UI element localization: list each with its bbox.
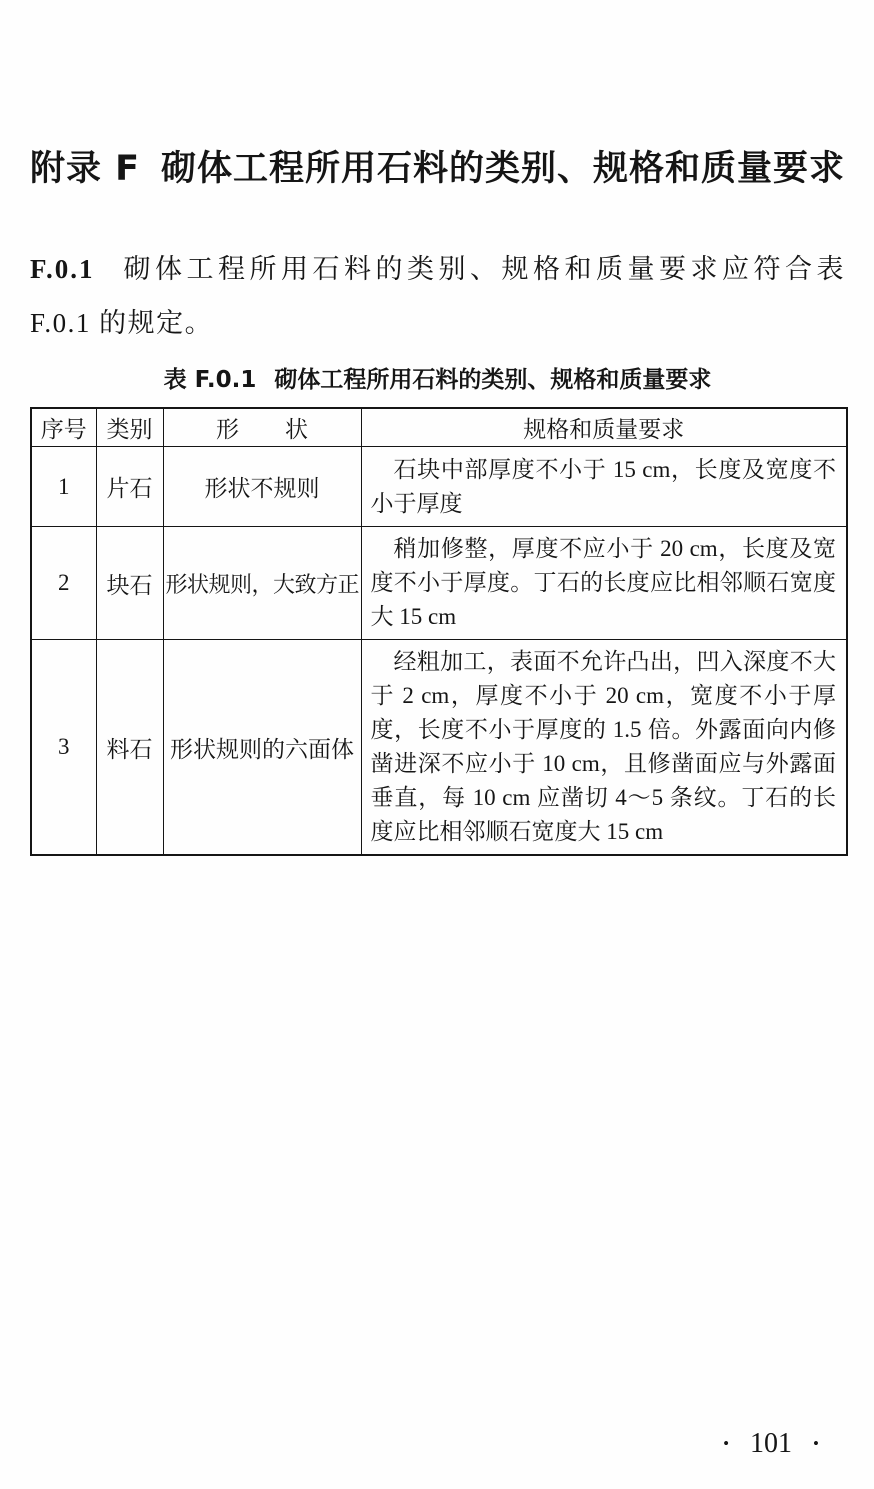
cell-serial: 1 xyxy=(31,447,96,527)
clause-paragraph xyxy=(30,242,845,350)
table-caption xyxy=(30,364,845,396)
cell-spec: 稍加修整，厚度不应小于 20 cm，长度及宽度不小于厚度。丁石的长度应比相邻顺石宽度大 15 cm xyxy=(361,527,847,640)
header-category: 类别 xyxy=(96,408,163,447)
cell-serial: 3 xyxy=(31,640,96,856)
cell-shape: 形状规则的六面体 xyxy=(163,640,361,856)
cell-spec: 石块中部厚度不小于 15 cm，长度及宽度不小于厚度 xyxy=(361,447,847,527)
header-spec: 规格和质量要求 xyxy=(361,408,847,447)
page-content xyxy=(0,146,874,856)
clause-number: F.0.1 xyxy=(30,254,95,284)
header-serial: 序号 xyxy=(31,408,96,447)
table-caption-text: 砌体工程所用石料的类别、规格和质量要求 xyxy=(274,367,712,393)
bullet-icon: • xyxy=(813,1434,819,1453)
table-row xyxy=(31,527,847,640)
clause-text: 砌体工程所用石料的类别、规格和质量要求应符合表 F.0.1 的规定。 xyxy=(30,254,845,338)
table-row xyxy=(31,447,847,527)
cell-serial: 2 xyxy=(31,527,96,640)
table-header-row xyxy=(31,408,847,447)
cell-shape: 形状规则，大致方正 xyxy=(163,527,361,640)
bullet-icon: • xyxy=(723,1434,730,1453)
cell-shape: 形状不规则 xyxy=(163,447,361,527)
page-number-footer xyxy=(723,1427,819,1461)
title-appendix-label: 附录 F xyxy=(30,149,141,189)
page-number: 101 xyxy=(750,1428,793,1459)
cell-category: 块石 xyxy=(96,527,163,640)
cell-category: 片石 xyxy=(96,447,163,527)
header-shape: 形 状 xyxy=(163,408,361,447)
page-title xyxy=(30,146,845,192)
title-text: 砌体工程所用石料的类别、规格和质量要求 xyxy=(160,149,845,189)
document-page xyxy=(0,146,874,1489)
stone-requirements-table xyxy=(30,407,848,856)
cell-spec: 经粗加工，表面不允许凸出，凹入深度不大于 2 cm，厚度不小于 20 cm，宽度不小于厚度，长度不小于厚度的 1.5 倍。外露面向内修凿进深不应小于 10 cm，且修凿面应与外露面垂直，每 10 cm 应凿切 4～5 条纹。丁石的长度应比相邻顺石宽度大 15 cm xyxy=(361,640,847,856)
cell-category: 料石 xyxy=(96,640,163,856)
table-caption-label: 表 F.0.1 xyxy=(163,367,257,393)
table-row xyxy=(31,640,847,856)
